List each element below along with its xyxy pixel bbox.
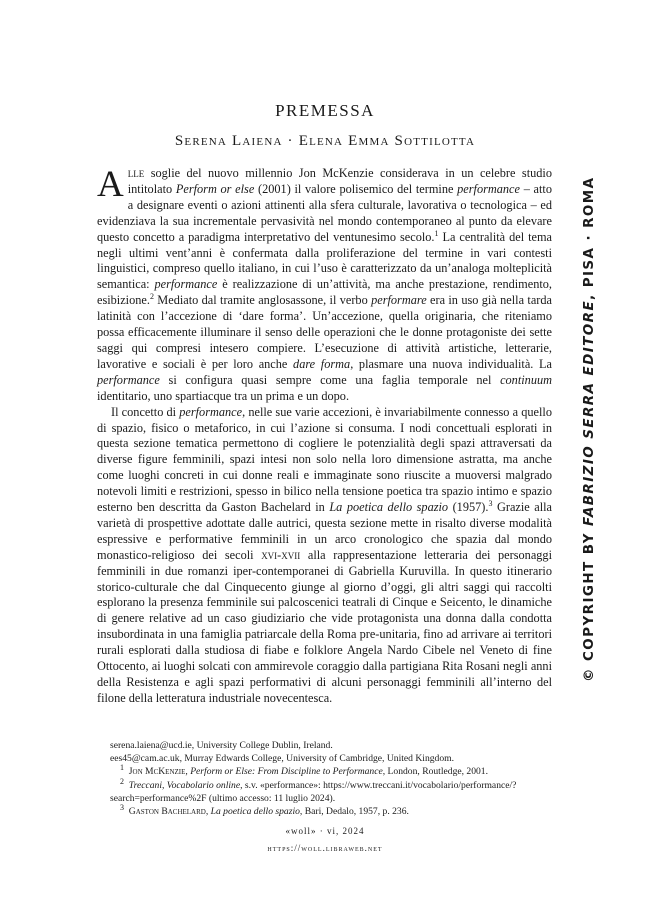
footnote-3: $^3$ Gaston Bachelard, La poetica dello spazio, Bari, Dedalo, 1957, p. 236. [120, 802, 409, 818]
affiliation-laiena: serena.laiena@ucd.ie, University College Dublin, Ireland. [110, 740, 333, 751]
footnote-ref-3[interactable]: 3 [488, 498, 493, 508]
page-title: PREMESSA [275, 101, 375, 120]
paragraph-1: Alle soglie del nuovo millennio Jon McKenzie considerava in un celebre studio intitolato Perform or else (2001) il valore polisemico del termine performance – atto a designare eventi o azioni attinenti alla sfera culturale, lavorativa o tecnologica – ed evidenziava la sua incrementale pervasività nel mondo contemporaneo al punto da elevare questo concetto a paradigma interpretativo del ventunesimo secolo.$^1$ La centralità del tema negli ultimi vent’anni è confermata dalla proliferazione del termine in vari contesti linguistici, compreso quello italiano, in cui l’uso è caratterizzato da un’analoga molteplicità semantica: performance è realizzazione di un’attività, ma anche prestazione, rendimento, esibizione.$^2$ Mediato dal tramite anglosassone, il verbo performare era in uso già nella tarda latinità con l’accezione di ‘dare forma’. Un’accezione, quella originaria, che riteniamo possa efficacemente illuminare il senso delle operazioni che le donne protagoniste dei sette saggi qui compresi intesero compiere. L’esecuzione di attività artistiche, letterarie, lavorative e sociali è per loro anche dare forma, plasmare una nuova individualità. La performance si configura quasi sempre come una faglia temporale nel continuum identitario, uno spartiacque tra un prima e un dopo. [97, 164, 552, 403]
notes-block [110, 739, 550, 818]
footnote-ref-2[interactable]: 2 [149, 292, 154, 302]
footnote-1: $^1$ Jon McKenzie, Perform or Else: From Discipline to Performance, London, Routledge, 2001. [120, 763, 489, 778]
body-text [97, 166, 552, 707]
copyright-notice: © COPYRIGHT BY FABRIZIO SERRA EDITORE, PISA · ROMA [581, 176, 597, 682]
footnote-ref-1[interactable]: 1 [434, 228, 439, 238]
running-footer: «woll» · vi, 2024 [285, 826, 365, 836]
footnote-2: $^2$ Treccani, Vocabolario online, s.v. «performance»: https://www.treccani.it/vocabolario/performance/? [120, 776, 517, 791]
paragraph-2: Il concetto di performance, nelle sue varie accezioni, è invariabilmente connesso a quello di spazio, fisico o metaforico, in cui l’azione si consuma. I nodi concettuali esplorati in questa sezione tematica permettono di cogliere le potenzialità degli spazi attraversati da diverse figure femminili, spazi intesi non solo nella loro dimensione astratta, ma anche come luoghi concreti in cui donne reali e immaginate sono riuscite a muoversi malgrado notevoli limiti e restrizioni, spesso in bilico nella tensione poetica tra spazio intimo e spazio esterno ben descritta da Gaston Bachelard in La poetica dello spazio (1957).$^3$ Grazie alla varietà di prospettive adottate dalle autrici, questa sezione mette in risalto diverse modalità espressive e performative femminili in un arco cronologico che spazia dal mondo monastico-religioso dei secoli xvi-xvii alla rappresentazione letteraria dei personaggi femminili in due romanzi iper-contemporanei di Gabriella Kuruvilla. In questo itinerario storico-culturale che dal Cinquecento giunge al giorno d’oggi, gli altri saggi qui raccolti esplorano la presenza femminile sui palcoscenici teatrali di Cinque e Seicento, le dinamiche di genere relative ad un caso giudiziario che vide protagonista una donna dalla condotta insubordinata in una famiglia patriarcale della Roma pre-unitaria, fino ad arrivare ai territori rurali esplorati dalla studiosa di fiabe e folklore Angela Nardo Cibele nel Veneto di fine Ottocento, ai luoghi solcati con ammirevole coraggio dalla partigiana Rita Rosani negli anni della Resistenza e agli spazi performativi di alcuni personaggi femminili all’interno del filone della letteratura industriale novecentesca. [97, 404, 552, 705]
affiliation-sottilotta: ees45@cam.ac.uk, Murray Edwards College, University of Cambridge, United Kingdom. [110, 753, 455, 765]
footnote-2-continuation: search=performance%2F (ultimo accesso: 11 luglio 2024). [110, 792, 336, 804]
author-names: Serena Laiena · Elena Emma Sottilotta [174, 133, 476, 149]
drop-cap: A [97, 164, 124, 205]
journal-url[interactable]: https://woll.libraweb.net [267, 843, 383, 853]
